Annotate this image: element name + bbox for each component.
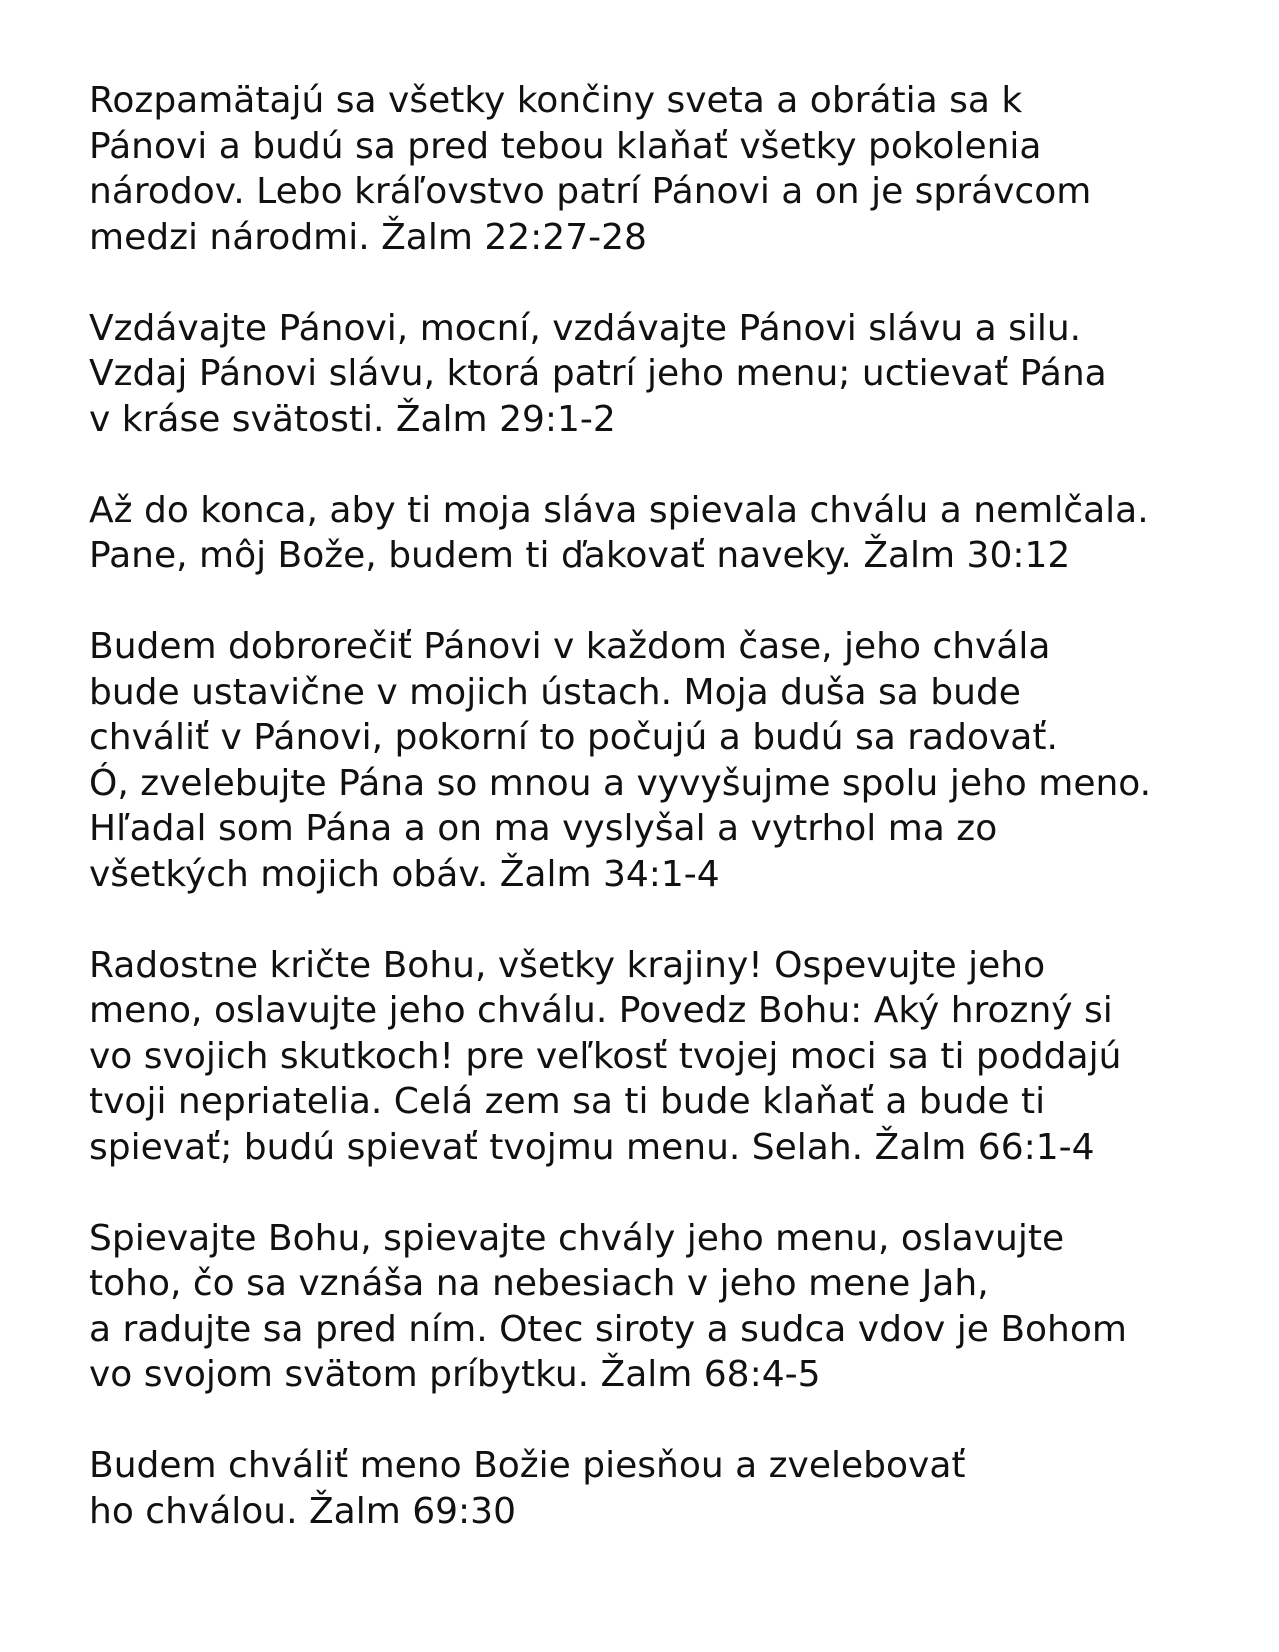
text-line: chváliť v Pánovi, pokorní to počujú a budú sa radovať. [89, 717, 1058, 758]
text-line: Budem chváliť meno Božie piesňou a zvelebovať [89, 1445, 966, 1486]
text-line: vo svojich skutkoch! pre veľkosť tvojej moci sa ti poddajú [89, 1035, 1122, 1077]
passage-psalm-30 [89, 488, 1239, 579]
text-line: Ó, zvelebujte Pána so mnou a vyvyšujme spolu jeho meno. [89, 762, 1152, 804]
passage-psalm-34 [89, 624, 1239, 897]
text-line: Pánovi a budú sa pred tebou klaňať všetky pokolenia [89, 125, 1042, 167]
text-line: Spievajte Bohu, spievajte chvály jeho menu, oslavujte [89, 1217, 1065, 1259]
text-line: Hľadal som Pána a on ma vyslyšal a vytrhol ma zo [89, 808, 998, 849]
text-line: toho, čo sa vznáša na nebesiach v jeho mene Jah, [89, 1263, 989, 1304]
text-line: a radujte sa pred ním. Otec siroty a sudca vdov je Bohom [89, 1308, 1127, 1350]
text-line: ho chválou. Žalm 69:30 [89, 1490, 516, 1532]
text-line: vo svojom svätom príbytku. Žalm 68:4-5 [89, 1354, 821, 1395]
text-line: všetkých mojich obáv. Žalm 34:1-4 [89, 853, 720, 895]
document-body [89, 78, 1239, 1580]
text-line: Pane, môj Bože, budem ti ďakovať naveky. Žalm 30:12 [89, 535, 1071, 576]
text-line: Budem dobrorečiť Pánovi v každom čase, jeho chvála [89, 626, 1051, 667]
passage-psalm-66 [89, 943, 1239, 1171]
passage-psalm-68 [89, 1216, 1239, 1398]
text-line: meno, oslavujte jeho chválu. Povedz Bohu: Aký hrozný si [89, 990, 1113, 1031]
passage-psalm-22 [89, 78, 1239, 260]
text-line: národov. Lebo kráľovstvo patrí Pánovi a on je správcom [89, 171, 1092, 212]
text-line: medzi národmi. Žalm 22:27-28 [89, 216, 647, 258]
text-line: tvoji nepriatelia. Celá zem sa ti bude klaňať a bude ti [89, 1081, 1046, 1122]
text-line: Vzdávajte Pánovi, mocní, vzdávajte Pánovi slávu a silu. [89, 307, 1082, 349]
passage-psalm-29 [89, 306, 1239, 443]
text-line: Radostne kričte Bohu, všetky krajiny! Ospevujte jeho [89, 944, 1046, 986]
text-line: Až do konca, aby ti moja sláva spievala chválu a nemlčala. [89, 489, 1149, 531]
text-line: Rozpamätajú sa všetky končiny sveta a obrátia sa k [89, 80, 1023, 121]
text-line: bude ustavične v mojich ústach. Moja duša sa bude [89, 671, 1021, 713]
text-line: v kráse svätosti. Žalm 29:1-2 [89, 398, 616, 440]
text-line: spievať; budú spievať tvojmu menu. Selah. Žalm 66:1-4 [89, 1126, 1095, 1168]
passage-psalm-69 [89, 1443, 1239, 1534]
text-line: Vzdaj Pánovi slávu, ktorá patrí jeho menu; uctievať Pána [89, 353, 1107, 394]
